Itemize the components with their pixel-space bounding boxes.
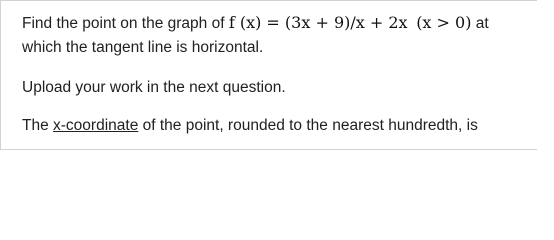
function-expression: f (x) = (3x + 9)/x + 2x [228, 13, 408, 32]
upload-instruction-text: Upload your work in the next question. [22, 79, 286, 96]
question-suffix: at [471, 15, 489, 32]
answer-prompt [22, 116, 478, 136]
upload-instruction [22, 78, 286, 98]
answer-suffix: of the point, rounded to the nearest hundredth, is [138, 117, 478, 134]
question-line-2 [22, 38, 263, 58]
x-coordinate-link[interactable]: x-coordinate [53, 117, 139, 134]
question-prefix: Find the point on the graph of [22, 15, 229, 32]
domain-condition: (x > 0) [416, 13, 472, 32]
question-line-2-text: which the tangent line is horizontal. [22, 39, 264, 56]
question-line-1 [22, 13, 489, 34]
answer-prefix: The [22, 117, 54, 134]
